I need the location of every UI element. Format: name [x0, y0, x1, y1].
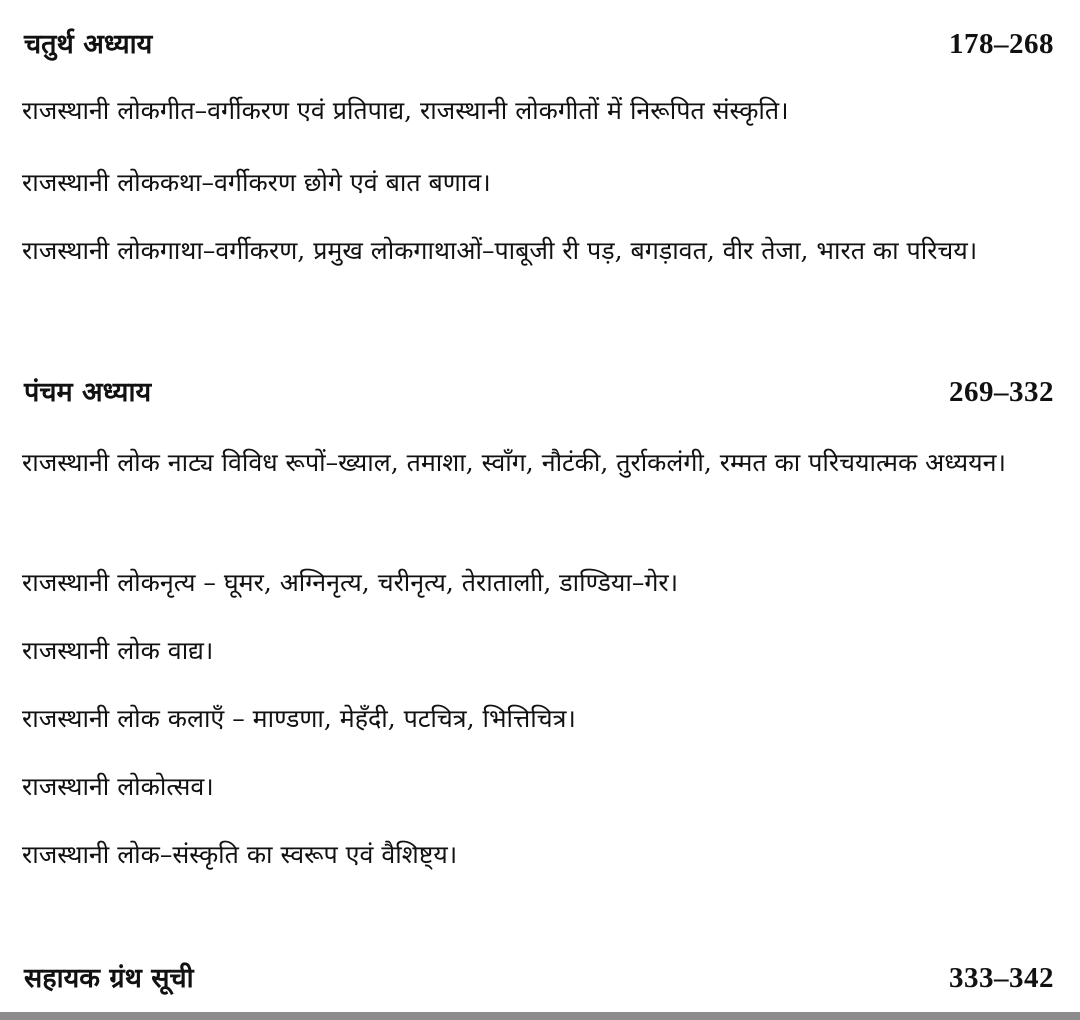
- chapter-5-item: राजस्थानी लोकोत्सव।: [22, 772, 214, 801]
- chapter-5-item: राजस्थानी लोक कलाएँ – माण्डणा, मेहँदी, पटचित्र, भित्तिचित्र।: [22, 704, 576, 733]
- bibliography-heading: [24, 960, 1054, 997]
- chapter-4-item: राजस्थानी लोकगीत–वर्गीकरण एवं प्रतिपाद्य, राजस्थानी लोकगीतों में निरूपित संस्कृति।: [22, 96, 789, 125]
- bibliography-page-range: 333–342: [949, 962, 1054, 994]
- chapter-5-item: राजस्थानी लोकनृत्य – घूमर, अग्निनृत्य, चरीनृत्य, तेरातालाी, डाण्डिया–गेर।: [22, 568, 679, 597]
- bottom-divider: [0, 1012, 1080, 1020]
- bibliography-title: सहायक ग्रंथ सूची: [24, 963, 194, 994]
- chapter-5-item: राजस्थानी लोक नाट्य विविध रूपों–ख्याल, तमाशा, स्वाँग, नौटंकी, तुर्राकलंगी, रम्मत का परिचयात्मक अध्ययन।: [22, 448, 1006, 477]
- chapter-4-heading: [24, 26, 1054, 63]
- chapter-4-item: राजस्थानी लोककथा–वर्गीकरण छोगे एवं बात बणाव।: [22, 168, 491, 197]
- chapter-5-page-range: 269–332: [949, 376, 1054, 408]
- chapter-5-heading: [24, 374, 1054, 411]
- chapter-4-page-range: 178–268: [949, 28, 1054, 60]
- chapter-5-title: पंचम अध्याय: [24, 377, 152, 408]
- chapter-4-item: राजस्थानी लोकगाथा–वर्गीकरण, प्रमुख लोकगाथाओं–पाबूजी री पड़, बगड़ावत, वीर तेजा, भारत का परिचय।: [22, 236, 978, 265]
- chapter-5-item: राजस्थानी लोक वाद्य।: [22, 636, 214, 665]
- chapter-4-title: चतुर्थ अध्याय: [24, 29, 153, 60]
- chapter-5-item: राजस्थानी लोक–संस्कृति का स्वरूप एवं वैशिष्ट्य।: [22, 840, 458, 869]
